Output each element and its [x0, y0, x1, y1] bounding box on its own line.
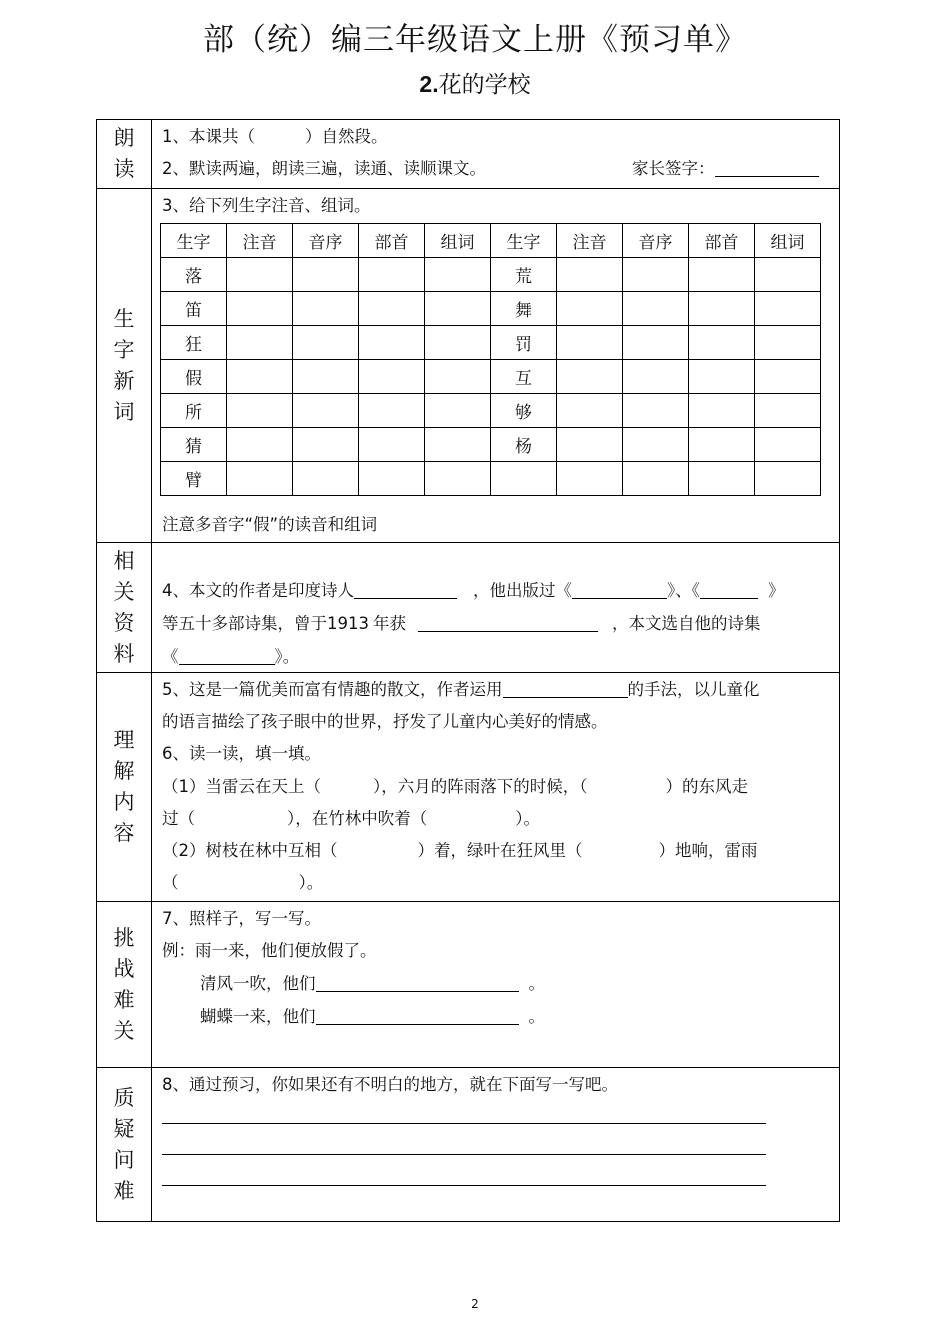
answer-cell[interactable]	[755, 258, 821, 292]
answer-cell[interactable]	[689, 462, 755, 496]
section-challenge	[97, 902, 839, 1068]
character-table	[160, 223, 821, 496]
character-cell	[491, 462, 557, 496]
answer-cell[interactable]	[689, 326, 755, 360]
book1-blank[interactable]	[572, 580, 667, 599]
section-characters	[97, 189, 839, 543]
answer-cell[interactable]	[293, 258, 359, 292]
q1-paragraph-count: 1、本课共（ ）自然段。	[162, 127, 388, 146]
answer-cell[interactable]	[227, 428, 293, 462]
page-number: 2	[471, 1297, 479, 1311]
section-label: 生字新词	[97, 189, 152, 542]
answer-cell[interactable]	[227, 394, 293, 428]
answer-cell[interactable]	[425, 462, 491, 496]
character-cell: 臂	[161, 462, 227, 496]
table-row	[161, 428, 821, 462]
table-row	[161, 258, 821, 292]
answer-cell[interactable]	[359, 360, 425, 394]
answer-cell[interactable]	[623, 360, 689, 394]
answer-cell[interactable]	[623, 394, 689, 428]
answer-cell[interactable]	[755, 292, 821, 326]
table-row	[161, 326, 821, 360]
answer-cell[interactable]	[293, 462, 359, 496]
lesson-title	[0, 66, 950, 99]
answer-cell[interactable]	[425, 360, 491, 394]
answer-cell[interactable]	[623, 462, 689, 496]
answer-cell[interactable]	[755, 326, 821, 360]
table-header-row	[161, 224, 821, 258]
technique-blank[interactable]	[503, 679, 628, 698]
answer-cell[interactable]	[623, 428, 689, 462]
q5-line-1: 5、这是一篇优美而富有情趣的散文，作者运用 的手法，以儿童化	[162, 680, 760, 699]
answer-cell[interactable]	[359, 326, 425, 360]
answer-cell[interactable]	[557, 258, 623, 292]
answer-cell[interactable]	[359, 258, 425, 292]
column-header: 部首	[689, 224, 755, 258]
award-blank[interactable]	[418, 613, 598, 632]
table-row	[161, 360, 821, 394]
answer-cell[interactable]	[557, 394, 623, 428]
parent-signature: 家长签字：	[632, 155, 819, 179]
section-label: 朗读	[97, 120, 152, 188]
character-cell: 够	[491, 394, 557, 428]
q7-example: 例：雨一来，他们便放假了。	[162, 941, 377, 960]
answer-cell[interactable]	[557, 326, 623, 360]
answer-cell[interactable]	[755, 462, 821, 496]
answer-cell[interactable]	[359, 462, 425, 496]
answer-cell[interactable]	[425, 428, 491, 462]
answer-cell[interactable]	[755, 394, 821, 428]
section-label: 挑战难关	[97, 902, 152, 1067]
answer-cell[interactable]	[425, 394, 491, 428]
column-header: 组词	[755, 224, 821, 258]
q6-part1-line2: 过（ ），在竹林中吹着（ ）。	[162, 809, 540, 828]
signature-blank[interactable]	[715, 158, 819, 177]
answer-cell[interactable]	[293, 428, 359, 462]
character-cell: 罚	[491, 326, 557, 360]
collection-blank[interactable]	[179, 646, 275, 665]
q4-line-1: 4、本文的作者是印度诗人 ，他出版过《 》、《 》	[162, 581, 785, 600]
column-header: 生字	[491, 224, 557, 258]
answer-cell[interactable]	[557, 462, 623, 496]
answer-cell[interactable]	[755, 428, 821, 462]
q6-part2-line1: （2）树枝在林中互相（ ）着，绿叶在狂风里（ ）地响，雷雨	[162, 841, 758, 860]
q4-line-3: 《 》。	[162, 647, 300, 666]
q6-instruction: 6、读一读，填一填。	[162, 744, 321, 763]
answer-cell[interactable]	[689, 292, 755, 326]
q4-line-2: 等五十多部诗集，曾于1913 年获 ，本文选自他的诗集	[162, 614, 761, 633]
answer-cell[interactable]	[293, 394, 359, 428]
answer-cell[interactable]	[557, 360, 623, 394]
answer-cell[interactable]	[227, 258, 293, 292]
sentence1-blank[interactable]	[316, 973, 519, 992]
character-cell: 互	[491, 360, 557, 394]
column-header: 音序	[623, 224, 689, 258]
answer-cell[interactable]	[425, 258, 491, 292]
answer-cell[interactable]	[755, 360, 821, 394]
answer-line-3[interactable]	[162, 1185, 766, 1186]
section-reading	[97, 120, 839, 189]
section-label: 质疑问难	[97, 1068, 152, 1221]
table-row	[161, 394, 821, 428]
q8-instruction: 8、通过预习，你如果还有不明白的地方，就在下面写一写吧。	[162, 1075, 618, 1094]
answer-cell[interactable]	[227, 292, 293, 326]
worksheet-table	[96, 119, 840, 1222]
answer-cell[interactable]	[227, 326, 293, 360]
q6-part2-line2: （ ）。	[162, 873, 324, 892]
q7-instruction: 7、照样子，写一写。	[162, 909, 321, 928]
answer-cell[interactable]	[623, 292, 689, 326]
answer-cell[interactable]	[293, 326, 359, 360]
answer-cell[interactable]	[689, 394, 755, 428]
answer-line-1[interactable]	[162, 1123, 766, 1124]
answer-cell[interactable]	[359, 394, 425, 428]
q6-part1-line1: （1）当雷云在天上（ ），六月的阵雨落下的时候，（ ）的东风走	[162, 777, 748, 796]
q3-instruction: 3、给下列生字注音、组词。	[162, 196, 371, 215]
section-materials	[97, 543, 839, 673]
poet-blank[interactable]	[354, 580, 457, 599]
answer-cell[interactable]	[557, 292, 623, 326]
answer-cell[interactable]	[359, 292, 425, 326]
answer-line-2[interactable]	[162, 1154, 766, 1155]
character-cell: 笛	[161, 292, 227, 326]
answer-cell[interactable]	[227, 462, 293, 496]
q7-sentence-2: 蝴蝶一来，他们 。	[200, 1007, 545, 1026]
table-row	[161, 292, 821, 326]
character-cell: 杨	[491, 428, 557, 462]
answer-cell[interactable]	[623, 326, 689, 360]
section-label: 理解内容	[97, 673, 152, 901]
q2-reading-task: 2、默读两遍，朗读三遍，读通、读顺课文。	[162, 159, 486, 178]
character-cell: 舞	[491, 292, 557, 326]
sentence2-blank[interactable]	[316, 1006, 519, 1025]
character-cell: 猜	[161, 428, 227, 462]
character-cell: 狂	[161, 326, 227, 360]
answer-cell[interactable]	[689, 428, 755, 462]
character-cell: 落	[161, 258, 227, 292]
answer-cell[interactable]	[293, 292, 359, 326]
column-header: 注音	[227, 224, 293, 258]
answer-cell[interactable]	[293, 360, 359, 394]
column-header: 注音	[557, 224, 623, 258]
answer-cell[interactable]	[623, 258, 689, 292]
column-header: 组词	[425, 224, 491, 258]
section-understanding	[97, 673, 839, 902]
lesson-number: 2.	[419, 71, 439, 97]
answer-cell[interactable]	[359, 428, 425, 462]
answer-cell[interactable]	[227, 360, 293, 394]
table-row	[161, 462, 821, 496]
polyphone-note: 注意多音字“假”的读音和组词	[162, 515, 378, 534]
character-cell: 荒	[491, 258, 557, 292]
section-label: 相关资料	[97, 543, 152, 672]
section-questions	[97, 1068, 839, 1221]
character-cell: 假	[161, 360, 227, 394]
character-cell: 所	[161, 394, 227, 428]
page-title: 部（统）编三年级语文上册《预习单》	[203, 22, 747, 58]
lesson-name: 花的学校	[438, 72, 531, 98]
answer-cell[interactable]	[425, 326, 491, 360]
q7-sentence-1: 清风一吹，他们 。	[200, 974, 545, 993]
q5-line-2: 的语言描绘了孩子眼中的世界，抒发了儿童内心美好的情感。	[162, 712, 608, 731]
answer-cell[interactable]	[425, 292, 491, 326]
column-header: 部首	[359, 224, 425, 258]
book2-blank[interactable]	[700, 580, 758, 599]
answer-cell[interactable]	[689, 258, 755, 292]
column-header: 生字	[161, 224, 227, 258]
column-header: 音序	[293, 224, 359, 258]
answer-cell[interactable]	[689, 360, 755, 394]
answer-cell[interactable]	[557, 428, 623, 462]
